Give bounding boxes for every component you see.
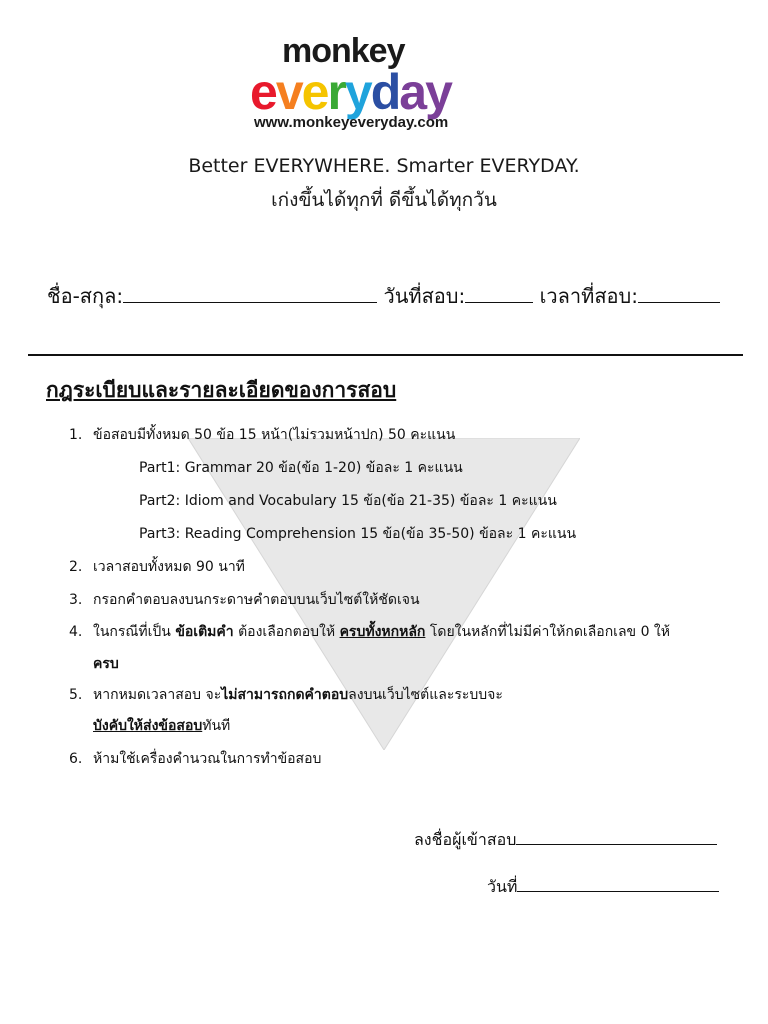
horizontal-divider — [28, 354, 743, 356]
logo-letter: a — [399, 64, 426, 120]
part-2-text: Part2: Idiom and Vocabulary 15 ข้อ(ข้อ 21-35) ข้อละ 1 คะแนน — [139, 493, 557, 509]
item-5-bold-force-submit: บังคับให้ส่งข้อสอบ — [93, 718, 203, 734]
part-3-text: Part3: Reading Comprehension 15 ข้อ(ข้อ 35-50) ข้อละ 1 คะแนน — [139, 526, 577, 542]
part-1-text: Part1: Grammar 20 ข้อ(ข้อ 1-20) ข้อละ 1 คะแนน — [139, 460, 463, 476]
item-4-bold-fill-in: ข้อเติมคำ — [175, 624, 234, 640]
signature-date-label: วันที่ — [487, 877, 518, 896]
exam-date-label: วันที่สอบ: — [383, 284, 466, 308]
item-1-text: ข้อสอบมีทั้งหมด 50 ข้อ 15 หน้า(ไม่รวมหน้าปก) 50 คะแนน — [93, 427, 456, 443]
item-6-text: ห้ามใช้เครื่องคำนวณในการทำข้อสอบ — [93, 751, 322, 767]
item-3-number: 3. — [69, 592, 83, 608]
exam-date-blank[interactable] — [465, 284, 533, 303]
signature-line — [414, 828, 717, 853]
item-5-text: หากหมดเวลาสอบ จะไม่สามารถกดคำตอบลงบนเว็บไซต์และระบบจะ — [93, 687, 503, 703]
exam-info-line — [47, 280, 720, 312]
item-5-number: 5. — [69, 687, 83, 703]
logo-letter: d — [370, 64, 400, 120]
signature-date-blank[interactable] — [517, 877, 719, 892]
logo-letter: e — [250, 64, 276, 120]
logo-letter: r — [327, 64, 345, 120]
item-4-number: 4. — [69, 624, 83, 640]
exam-time-label: เวลาที่สอบ: — [539, 284, 638, 308]
exam-time-blank[interactable] — [638, 284, 720, 303]
signature-label: ลงชื่อผู้เข้าสอบ — [414, 830, 517, 849]
slogan-english: Better EVERYWHERE. Smarter EVERYDAY. — [188, 155, 580, 177]
signature-blank[interactable] — [516, 830, 717, 845]
monkeyeveryday-logo — [250, 32, 520, 132]
logo-url: www.monkeyeveryday.com — [254, 114, 449, 131]
item-4-text: ในกรณีที่เป็น ข้อเติมคำ ต้องเลือกตอบให้ ครบทั้งหกหลัก โดยในหลักที่ไม่มีค่าให้กดเลือกเลข 0 ให้ — [93, 624, 670, 640]
item-2-text: เวลาสอบทั้งหมด 90 นาที — [93, 559, 245, 575]
signature-date-line — [487, 875, 719, 900]
item-1-number: 1. — [69, 427, 83, 443]
item-4-continuation: ครบ — [93, 656, 119, 672]
item-3-text: กรอกคำตอบลงบนกระดาษคำตอบบนเว็บไซต์ให้ชัดเจน — [93, 592, 420, 608]
item-2-number: 2. — [69, 559, 83, 575]
logo-letter: y — [344, 64, 371, 120]
logo-main-word — [250, 66, 451, 118]
name-blank[interactable] — [123, 284, 377, 303]
item-5-bold-cannot-answer: ไม่สามารถกดคำตอบ — [221, 687, 349, 703]
logo-letter: y — [425, 64, 451, 120]
name-label: ชื่อ-สกุล: — [47, 284, 124, 308]
item-5-continuation: บังคับให้ส่งข้อสอบทันที — [93, 718, 231, 734]
logo-letter: v — [275, 64, 302, 120]
item-6-number: 6. — [69, 751, 83, 767]
slogan-thai: เก่งขึ้นได้ทุกที่ ดีขึ้นได้ทุกวัน — [271, 189, 497, 211]
item-4-bold-six-digits: ครบทั้งหกหลัก — [339, 624, 426, 640]
rules-heading: กฎระเบียบและรายละเอียดของการสอบ — [46, 378, 397, 402]
logo-top-word: monkey — [282, 32, 405, 70]
logo-letter: e — [301, 64, 328, 120]
